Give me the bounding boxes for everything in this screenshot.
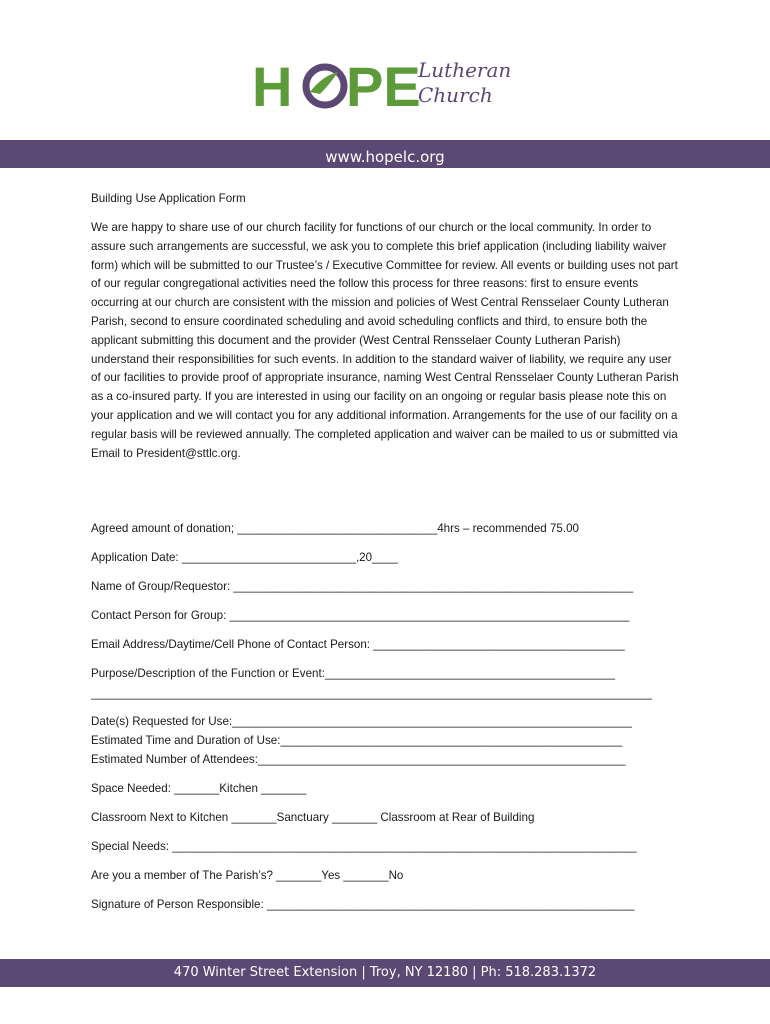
rooms-line[interactable]: Classroom Next to Kitchen _______Sanctuary _______ Classroom at Rear of Building <box>91 811 535 824</box>
website-banner <box>0 140 770 168</box>
form-title: Building Use Application Form <box>91 192 246 205</box>
contact-person-line[interactable]: Contact Person for Group: ______________________________________________________________ <box>91 609 630 622</box>
church-logo-graphic <box>250 50 520 116</box>
donation-line[interactable]: Agreed amount of donation; _______________________________4hrs – recommended 75.00 <box>91 522 579 535</box>
footer-banner <box>0 959 770 987</box>
logo-letters-pe: PE <box>346 55 421 116</box>
duration-line[interactable]: Estimated Time and Duration of Use:_____________________________________________________ <box>91 734 623 747</box>
purpose-line[interactable]: Purpose/Description of the Function or Event:_____________________________________________ <box>91 667 616 680</box>
purpose-continuation-line[interactable]: _______________________________________________________________________________________ <box>91 687 652 700</box>
dates-requested-line[interactable]: Date(s) Requested for Use:______________________________________________________________ <box>91 715 632 728</box>
logo-word-church: Church <box>418 83 493 107</box>
special-needs-line[interactable]: Special Needs: ________________________________________________________________________ <box>91 840 637 853</box>
email-phone-line[interactable]: Email Address/Daytime/Cell Phone of Contact Person: _______________________________________ <box>91 638 625 651</box>
logo-word-lutheran: Lutheran <box>418 58 512 82</box>
attendees-line[interactable]: Estimated Number of Attendees:_________________________________________________________ <box>91 753 626 766</box>
footer-address: 470 Winter Street Extension | Troy, NY 12180 | Ph: 518.283.1372 <box>173 965 597 980</box>
logo-letter-h: H <box>252 55 293 116</box>
parish-member-line[interactable]: Are you a member of The Parish’s? _______Yes _______No <box>91 869 404 882</box>
space-needed-line[interactable]: Space Needed: _______Kitchen _______ <box>91 782 307 795</box>
logo-dove-icon <box>310 72 338 94</box>
website-link[interactable]: www.hopelc.org <box>325 148 445 166</box>
intro-paragraph: We are happy to share use of our church facility for functions of our church or the local community. In order to assure such arrangements are successful, we ask you to complete this brief application (including liability waiver form) which will be submitted to our Trustee’s / Executive Committee for review. All events or building uses not part of our regular congregational activities need the follow this process for three reasons: first to ensure events occurring at our church are consistent with the mission and policies of West Central Rensselaer County Lutheran Parish, second to ensure coordinated scheduling and avoid scheduling conflicts and third, to ensure both the applicant submitting this document and the provider (West Central Rensselaer County Lutheran Parish) understand their responsibilities for such events. In addition to the standard waiver of liability, we require any user of our facilities to provide proof of appropriate insurance, naming West Central Rensselaer County Lutheran Parish as a co-insured party. If you are interested in using our facility on an ongoing or regular basis please note this on your application and we will contact you for any additional information. Arrangements for the use of our facility on a regular basis will be reviewed annually. The completed application and waiver can be mailed to us or submitted via Email to President@sttlc.org. <box>91 221 679 460</box>
application-date-line[interactable]: Application Date: ___________________________,20____ <box>91 551 398 564</box>
church-logo <box>250 50 520 116</box>
signature-line[interactable]: Signature of Person Responsible: _________________________________________________________ <box>91 898 635 911</box>
group-requestor-line[interactable]: Name of Group/Requestor: ______________________________________________________________ <box>91 580 634 593</box>
